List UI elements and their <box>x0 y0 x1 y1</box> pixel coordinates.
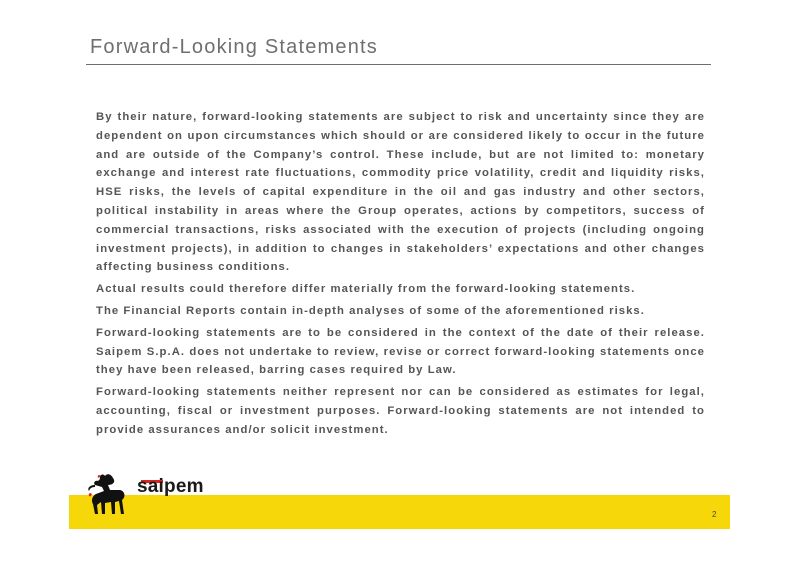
footer-band <box>69 495 730 529</box>
paragraph-context-release: Forward-looking statements are to be considered in the context of the date of their release. Saipem S.p.A. does not undertake to review, revise or correct forward-looking statements once they have been released, barring cases required by Law. <box>96 326 705 377</box>
six-legged-dog-logo-icon <box>80 472 136 520</box>
page-number: 2 <box>712 510 717 519</box>
paragraph-risk-uncertainty: By their nature, forward-looking statements are subject to risk and uncertainty since they are dependent on upon circumstances which should or are considered likely to occur in the future and are outside of the Company’s control. These include, but are not limited to: monetary exchange and interest rate fluctuations, commodity price volatility, credit and liquidity risks, HSE risks, the levels of capital expenditure in the oil and gas industry and other sectors, political instability in areas where the Group operates, actions by competitors, success of commercial transactions, risks associated with the execution of projects (including ongoing investment projects), in addition to changes in stakeholders’ expectations and other changes affecting business conditions. <box>96 111 705 274</box>
paragraph-actual-results: Actual results could therefore differ materially from the forward-looking statements. <box>96 283 636 296</box>
page-title: Forward-Looking Statements <box>90 36 378 58</box>
title-divider <box>86 64 711 65</box>
paragraph-not-estimates: Forward-looking statements neither represent nor can be considered as estimates for legal, accounting, fiscal or investment purposes. Forward-looking statements are not intended to provide assurances and/or solicit investment. <box>96 386 705 436</box>
saipem-logo-text: saipem <box>137 476 204 497</box>
statement-body <box>96 108 705 443</box>
paragraph-financial-reports: The Financial Reports contain in-depth analyses of some of the aforementioned risks. <box>96 304 645 317</box>
